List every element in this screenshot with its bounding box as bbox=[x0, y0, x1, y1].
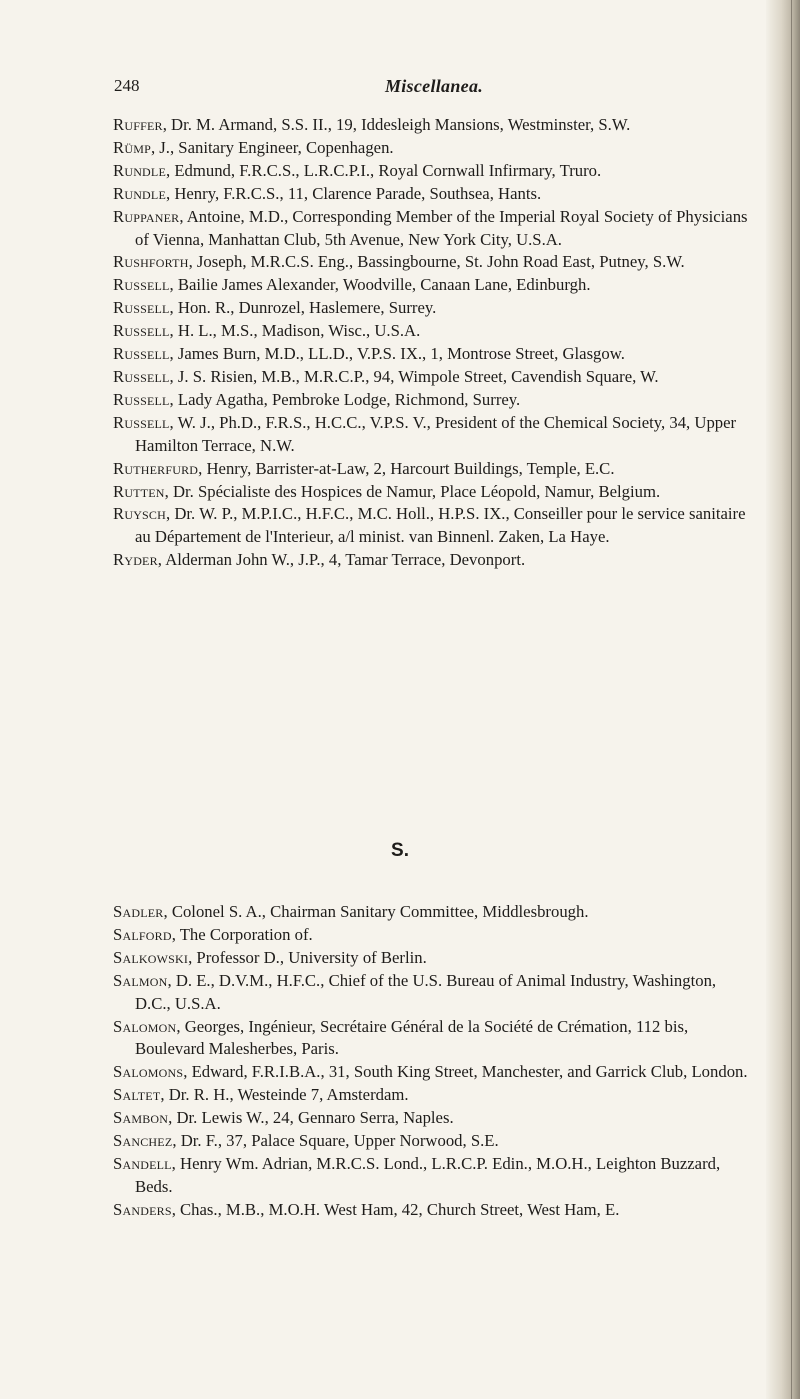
entry-surname: Rümp bbox=[113, 137, 151, 157]
entry-surname: Russell bbox=[113, 298, 170, 318]
directory-entry bbox=[113, 274, 753, 297]
entry-details: , Dr. M. Armand, S.S. II., 19, Iddesleigh Mansions, Westminster, S.W. bbox=[162, 115, 631, 134]
directory-entry bbox=[113, 297, 753, 320]
directory-entry bbox=[113, 549, 753, 572]
directory-entry bbox=[113, 1016, 753, 1062]
directory-entry bbox=[113, 1084, 753, 1107]
entry-surname: Russell bbox=[113, 321, 170, 341]
entry-details: , H. L., M.S., Madison, Wisc., U.S.A. bbox=[169, 321, 421, 341]
directory-entry bbox=[113, 458, 753, 481]
directory-entry bbox=[113, 160, 753, 183]
entry-surname: Saltet bbox=[113, 1085, 161, 1105]
directory-entry bbox=[113, 1199, 753, 1222]
entry-surname: Sambon bbox=[113, 1108, 169, 1128]
directory-entry bbox=[113, 366, 753, 389]
directory-entry bbox=[113, 1061, 753, 1084]
entries-r-list bbox=[113, 114, 753, 572]
entry-details: , D. E., D.V.M., H.F.C., Chief of the U.S. Bureau of Animal Industry, Washington, D.C., U.S.A. bbox=[135, 970, 717, 1013]
entry-surname: Salkowski bbox=[113, 947, 189, 967]
entry-details: , Dr. W. P., M.P.I.C., H.F.C., M.C. Holl., H.P.S. IX., Conseiller pour le service sanitaire au Département de l'Interieur, a/l minist. van Binnenl. Zaken, La Haye. bbox=[135, 504, 746, 547]
page-number: 248 bbox=[114, 76, 140, 95]
entry-details: , Henry, F.R.C.S., 11, Clarence Parade, Southsea, Hants. bbox=[166, 183, 542, 203]
directory-entry bbox=[113, 503, 753, 549]
entry-surname: Rutten bbox=[113, 481, 165, 501]
entry-details: , Colonel S. A., Chairman Sanitary Committee, Middlesbrough. bbox=[163, 902, 589, 921]
directory-entry bbox=[113, 114, 753, 137]
directory-entry bbox=[113, 901, 753, 924]
entry-details: , Professor D., University of Berlin. bbox=[188, 947, 427, 967]
entry-surname: Rundle bbox=[113, 160, 166, 180]
entry-surname: Ruysch bbox=[113, 504, 167, 524]
entry-details: , Dr. Lewis W., 24, Gennaro Serra, Naples. bbox=[168, 1108, 454, 1128]
entry-surname: Russell bbox=[113, 366, 170, 386]
entry-surname: Ruppaner bbox=[113, 206, 180, 226]
entry-details: , Bailie James Alexander, Woodville, Canaan Lane, Edinburgh. bbox=[169, 275, 591, 295]
directory-entry bbox=[113, 924, 753, 947]
directory-entry bbox=[113, 1153, 753, 1199]
page-edge-line bbox=[791, 0, 792, 1399]
entry-details: , Antoine, M.D., Corresponding Member of the Imperial Royal Society of Physicians of Vienna, Manhattan Club, 5th Avenue, New York City, U.S.A. bbox=[135, 206, 748, 249]
section-letter: S. bbox=[391, 840, 409, 861]
entry-details: , J. S. Risien, M.B., M.R.C.P., 94, Wimpole Street, Cavendish Square, W. bbox=[169, 366, 659, 386]
entry-details: , James Burn, M.D., LL.D., V.P.S. IX., 1, Montrose Street, Glasgow. bbox=[169, 344, 625, 364]
entry-surname: Salmon bbox=[113, 970, 168, 990]
entry-details: , Henry Wm. Adrian, M.R.C.S. Lond., L.R.C.P. Edin., M.O.H., Leighton Buzzard, Beds. bbox=[135, 1153, 721, 1196]
entry-details: , Georges, Ingénieur, Secrétaire Général de la Société de Crémation, 112 bis, Boulevard Malesherbes, Paris. bbox=[135, 1016, 689, 1059]
entry-surname: Salomons bbox=[113, 1062, 184, 1082]
entry-surname: Rushforth bbox=[113, 252, 189, 272]
directory-entry bbox=[113, 1130, 753, 1153]
entry-details: , J., Sanitary Engineer, Copenhagen. bbox=[150, 137, 394, 157]
entry-details: , Alderman John W., J.P., 4, Tamar Terrace, Devonport. bbox=[157, 550, 526, 570]
entry-surname: Russell bbox=[113, 275, 170, 295]
entry-details: , Lady Agatha, Pembroke Lodge, Richmond, Surrey. bbox=[169, 389, 521, 409]
entry-details: , Edmund, F.R.C.S., L.R.C.P.I., Royal Cornwall Infirmary, Truro. bbox=[166, 160, 602, 180]
directory-entry bbox=[113, 1107, 753, 1130]
entry-surname: Sanchez bbox=[113, 1131, 173, 1151]
running-head: Miscellanea. bbox=[384, 76, 484, 96]
entry-surname: Sandell bbox=[113, 1153, 172, 1173]
entry-details: , Edward, F.R.I.B.A., 31, South King Street, Manchester, and Garrick Club, London. bbox=[183, 1062, 748, 1082]
directory-entry bbox=[113, 970, 753, 1016]
directory-entry bbox=[113, 137, 753, 160]
entry-details: , Chas., M.B., M.O.H. West Ham, 42, Church Street, West Ham, E. bbox=[171, 1199, 620, 1219]
directory-entry bbox=[113, 343, 753, 366]
entry-surname: Ruffer bbox=[113, 115, 163, 134]
directory-entry bbox=[113, 251, 753, 274]
page-edge-shadow bbox=[766, 0, 800, 1399]
entry-surname: Sanders bbox=[113, 1199, 172, 1219]
directory-entry bbox=[113, 947, 753, 970]
entry-surname: Russell bbox=[113, 344, 170, 364]
entry-surname: Rutherfurd bbox=[113, 458, 199, 478]
directory-entry bbox=[113, 481, 753, 504]
entry-surname: Salomon bbox=[113, 1016, 177, 1036]
directory-entry bbox=[113, 412, 753, 458]
entry-details: , Hon. R., Dunrozel, Haslemere, Surrey. bbox=[169, 298, 437, 318]
directory-entry bbox=[113, 183, 753, 206]
entry-details: , Dr. Spécialiste des Hospices de Namur, Place Léopold, Namur, Belgium. bbox=[164, 481, 661, 501]
directory-entry bbox=[113, 389, 753, 412]
entry-surname: Salford bbox=[113, 924, 172, 944]
directory-entry bbox=[113, 320, 753, 343]
entry-details: , Henry, Barrister-at-Law, 2, Harcourt Buildings, Temple, E.C. bbox=[198, 458, 615, 478]
entry-surname: Russell bbox=[113, 412, 170, 432]
entry-details: , Dr. F., 37, Palace Square, Upper Norwood, S.E. bbox=[172, 1131, 499, 1151]
entries-s-list bbox=[113, 901, 753, 1222]
entry-details: , Joseph, M.R.C.S. Eng., Bassingbourne, St. John Road East, Putney, S.W. bbox=[188, 252, 685, 272]
page-header bbox=[114, 76, 754, 102]
entry-surname: Russell bbox=[113, 389, 170, 409]
directory-entry bbox=[113, 206, 753, 252]
entry-details: , Dr. R. H., Westeinde 7, Amsterdam. bbox=[160, 1085, 409, 1105]
entry-surname: Rundle bbox=[113, 183, 166, 203]
entry-details: , The Corporation of. bbox=[171, 924, 313, 944]
entry-details: , W. J., Ph.D., F.R.S., H.C.C., V.P.S. V., President of the Chemical Society, 34, Upper Hamilton Terrace, N.W. bbox=[135, 412, 737, 455]
entry-surname: Sadler bbox=[113, 902, 164, 921]
entry-surname: Ryder bbox=[113, 550, 158, 570]
